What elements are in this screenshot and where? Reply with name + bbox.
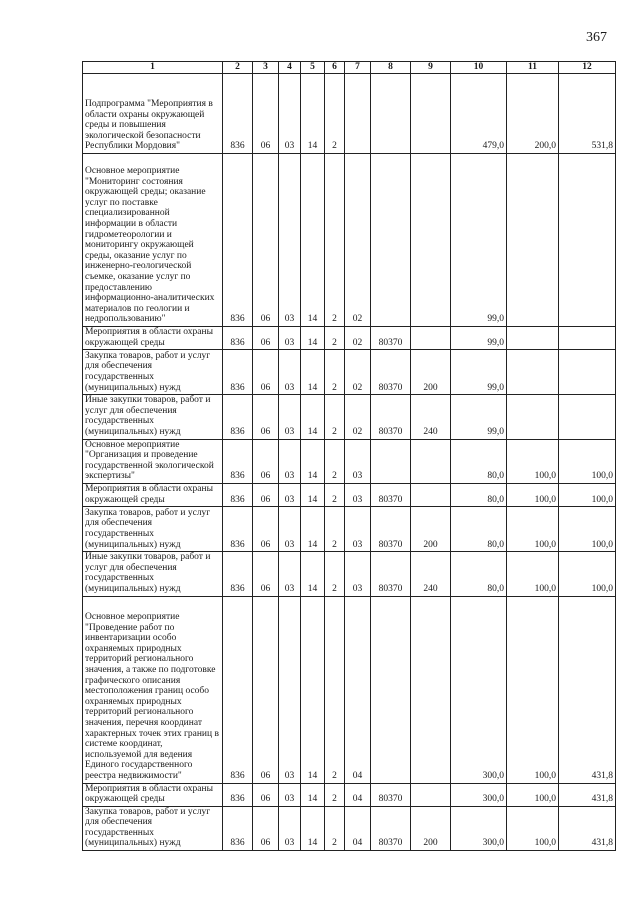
cell-direction: 80370 (371, 507, 411, 552)
cell-direction: 80370 (371, 552, 411, 596)
cell-amount-1: 99,0 (451, 327, 507, 350)
cell-amount-1: 80,0 (451, 439, 507, 483)
cell-expense-type (411, 783, 451, 806)
header-cell: 2 (223, 62, 253, 74)
cell-amount-3 (559, 327, 616, 350)
cell-amount-2: 100,0 (507, 806, 559, 850)
cell-program: 14 (301, 507, 325, 552)
table-row (83, 395, 616, 439)
cell-program: 14 (301, 483, 325, 506)
cell-section: 06 (253, 74, 279, 154)
cell-subprogram: 2 (325, 395, 345, 439)
cell-direction (371, 439, 411, 483)
cell-section: 06 (253, 806, 279, 850)
row-name: Основное мероприятие "Проведение работ по инвентаризации особо охраняемых природных территорий регионального значения, а также по подготовке графического описания местоположения границ особо охраняемых природных территорий регионального значения, перечня координат характерных точек этих границ в системе координат, используемой для ведения Единого государственного реестра недвижимости" (83, 596, 223, 783)
cell-ministry: 836 (223, 350, 253, 395)
cell-ministry: 836 (223, 507, 253, 552)
cell-subprogram: 2 (325, 483, 345, 506)
cell-amount-2 (507, 327, 559, 350)
cell-amount-2: 200,0 (507, 74, 559, 154)
row-name: Иные закупки товаров, работ и услуг для обеспечения государственных (муниципальных) нужд (83, 552, 223, 596)
cell-subprogram: 2 (325, 327, 345, 350)
cell-amount-2: 100,0 (507, 552, 559, 596)
cell-subsection: 03 (279, 439, 301, 483)
cell-amount-2: 100,0 (507, 596, 559, 783)
cell-amount-1: 99,0 (451, 350, 507, 395)
cell-direction: 80370 (371, 483, 411, 506)
cell-direction (371, 596, 411, 783)
cell-subsection: 03 (279, 327, 301, 350)
table-row (83, 507, 616, 552)
page-number: 367 (586, 30, 607, 45)
header-cell: 7 (345, 62, 371, 74)
cell-expense-type: 200 (411, 507, 451, 552)
cell-program: 14 (301, 395, 325, 439)
cell-expense-type (411, 439, 451, 483)
cell-subsection: 03 (279, 596, 301, 783)
cell-direction: 80370 (371, 327, 411, 350)
cell-subsection: 03 (279, 806, 301, 850)
cell-section: 06 (253, 395, 279, 439)
header-cell: 8 (371, 62, 411, 74)
cell-subprogram: 2 (325, 552, 345, 596)
cell-amount-3: 431,8 (559, 806, 616, 850)
row-name: Подпрограмма "Мероприятия в области охраны окружающей среды и повышения экологической безопасности Республики Мордовия" (83, 74, 223, 154)
cell-amount-3: 431,8 (559, 596, 616, 783)
cell-section: 06 (253, 783, 279, 806)
cell-section: 06 (253, 350, 279, 395)
table-row (83, 596, 616, 783)
cell-amount-2 (507, 395, 559, 439)
row-name: Мероприятия в области охраны окружающей среды (83, 327, 223, 350)
cell-expense-type (411, 327, 451, 350)
header-cell: 4 (279, 62, 301, 74)
header-cell: 6 (325, 62, 345, 74)
cell-activity: 02 (345, 395, 371, 439)
cell-subprogram: 2 (325, 154, 345, 327)
cell-expense-type: 240 (411, 395, 451, 439)
header-cell: 3 (253, 62, 279, 74)
cell-activity: 03 (345, 552, 371, 596)
header-cell: 9 (411, 62, 451, 74)
cell-program: 14 (301, 327, 325, 350)
cell-expense-type (411, 483, 451, 506)
cell-amount-1: 80,0 (451, 483, 507, 506)
table-row (83, 806, 616, 850)
cell-subprogram: 2 (325, 507, 345, 552)
cell-ministry: 836 (223, 74, 253, 154)
table-row (83, 74, 616, 154)
cell-activity (345, 74, 371, 154)
cell-subsection: 03 (279, 350, 301, 395)
header-cell: 11 (507, 62, 559, 74)
header-cell: 12 (559, 62, 616, 74)
cell-ministry: 836 (223, 596, 253, 783)
cell-activity: 04 (345, 596, 371, 783)
cell-subsection: 03 (279, 507, 301, 552)
cell-program: 14 (301, 596, 325, 783)
cell-amount-3 (559, 350, 616, 395)
header-cell: 10 (451, 62, 507, 74)
cell-subprogram: 2 (325, 783, 345, 806)
cell-direction (371, 154, 411, 327)
table-row (83, 327, 616, 350)
cell-amount-1: 80,0 (451, 552, 507, 596)
cell-subprogram: 2 (325, 350, 345, 395)
header-row (83, 62, 616, 74)
cell-activity: 02 (345, 327, 371, 350)
cell-amount-2: 100,0 (507, 483, 559, 506)
cell-activity: 02 (345, 350, 371, 395)
cell-expense-type (411, 596, 451, 783)
cell-ministry: 836 (223, 395, 253, 439)
cell-direction: 80370 (371, 783, 411, 806)
cell-amount-3: 100,0 (559, 483, 616, 506)
cell-expense-type (411, 154, 451, 327)
cell-direction: 80370 (371, 806, 411, 850)
cell-subprogram: 2 (325, 439, 345, 483)
cell-amount-3 (559, 154, 616, 327)
cell-subprogram: 2 (325, 74, 345, 154)
cell-program: 14 (301, 439, 325, 483)
cell-ministry: 836 (223, 154, 253, 327)
cell-activity: 04 (345, 806, 371, 850)
cell-direction: 80370 (371, 395, 411, 439)
cell-subsection: 03 (279, 552, 301, 596)
cell-section: 06 (253, 596, 279, 783)
row-name: Основное мероприятие "Мониторинг состояния окружающей среды; оказание услуг по поставке специализированной информации в области гидрометеорологии и мониторингу окружающей среды, оказание услуг по инженерно-геологической съемке, оказание услуг по предоставлению информационно-аналитических материалов по геологии и недропользованию" (83, 154, 223, 327)
cell-program: 14 (301, 154, 325, 327)
cell-subsection: 03 (279, 395, 301, 439)
cell-subsection: 03 (279, 783, 301, 806)
cell-amount-1: 300,0 (451, 783, 507, 806)
header-cell: 5 (301, 62, 325, 74)
cell-expense-type (411, 74, 451, 154)
table-row (83, 154, 616, 327)
cell-section: 06 (253, 483, 279, 506)
table-row (83, 552, 616, 596)
cell-subsection: 03 (279, 483, 301, 506)
cell-section: 06 (253, 327, 279, 350)
cell-program: 14 (301, 74, 325, 154)
row-name: Мероприятия в области охраны окружающей среды (83, 483, 223, 506)
cell-direction: 80370 (371, 350, 411, 395)
cell-activity: 03 (345, 483, 371, 506)
cell-amount-3: 100,0 (559, 439, 616, 483)
cell-amount-1: 300,0 (451, 806, 507, 850)
cell-section: 06 (253, 507, 279, 552)
cell-ministry: 836 (223, 327, 253, 350)
cell-amount-3 (559, 395, 616, 439)
cell-amount-3: 431,8 (559, 783, 616, 806)
cell-amount-1: 479,0 (451, 74, 507, 154)
cell-activity: 03 (345, 439, 371, 483)
cell-subsection: 03 (279, 154, 301, 327)
row-name: Основное мероприятие "Организация и проведение государственной экологической экспертизы" (83, 439, 223, 483)
row-name: Мероприятия в области охраны окружающей среды (83, 783, 223, 806)
cell-ministry: 836 (223, 439, 253, 483)
row-name: Закупка товаров, работ и услуг для обеспечения государственных (муниципальных) нужд (83, 350, 223, 395)
cell-amount-3: 531,8 (559, 74, 616, 154)
cell-program: 14 (301, 350, 325, 395)
cell-program: 14 (301, 552, 325, 596)
cell-ministry: 836 (223, 552, 253, 596)
row-name: Закупка товаров, работ и услуг для обеспечения государственных (муниципальных) нужд (83, 507, 223, 552)
cell-ministry: 836 (223, 783, 253, 806)
cell-program: 14 (301, 783, 325, 806)
cell-amount-1: 300,0 (451, 596, 507, 783)
row-name: Иные закупки товаров, работ и услуг для обеспечения государственных (муниципальных) нужд (83, 395, 223, 439)
cell-expense-type: 240 (411, 552, 451, 596)
cell-section: 06 (253, 439, 279, 483)
cell-section: 06 (253, 154, 279, 327)
cell-ministry: 836 (223, 483, 253, 506)
cell-expense-type: 200 (411, 350, 451, 395)
cell-ministry: 836 (223, 806, 253, 850)
cell-amount-2: 100,0 (507, 783, 559, 806)
row-name: Закупка товаров, работ и услуг для обеспечения государственных (муниципальных) нужд (83, 806, 223, 850)
cell-subsection: 03 (279, 74, 301, 154)
cell-amount-2 (507, 154, 559, 327)
table-row (83, 483, 616, 506)
cell-amount-2 (507, 350, 559, 395)
cell-amount-2: 100,0 (507, 439, 559, 483)
cell-expense-type: 200 (411, 806, 451, 850)
cell-amount-3: 100,0 (559, 507, 616, 552)
table-row (83, 350, 616, 395)
table-row (83, 783, 616, 806)
cell-subprogram: 2 (325, 806, 345, 850)
cell-amount-1: 99,0 (451, 395, 507, 439)
header-cell: 1 (83, 62, 223, 74)
table-row (83, 439, 616, 483)
cell-direction (371, 74, 411, 154)
cell-amount-2: 100,0 (507, 507, 559, 552)
cell-amount-1: 80,0 (451, 507, 507, 552)
budget-table (82, 61, 616, 851)
cell-amount-3: 100,0 (559, 552, 616, 596)
cell-section: 06 (253, 552, 279, 596)
cell-activity: 04 (345, 783, 371, 806)
cell-subprogram: 2 (325, 596, 345, 783)
cell-activity: 02 (345, 154, 371, 327)
cell-activity: 03 (345, 507, 371, 552)
cell-amount-1: 99,0 (451, 154, 507, 327)
cell-program: 14 (301, 806, 325, 850)
